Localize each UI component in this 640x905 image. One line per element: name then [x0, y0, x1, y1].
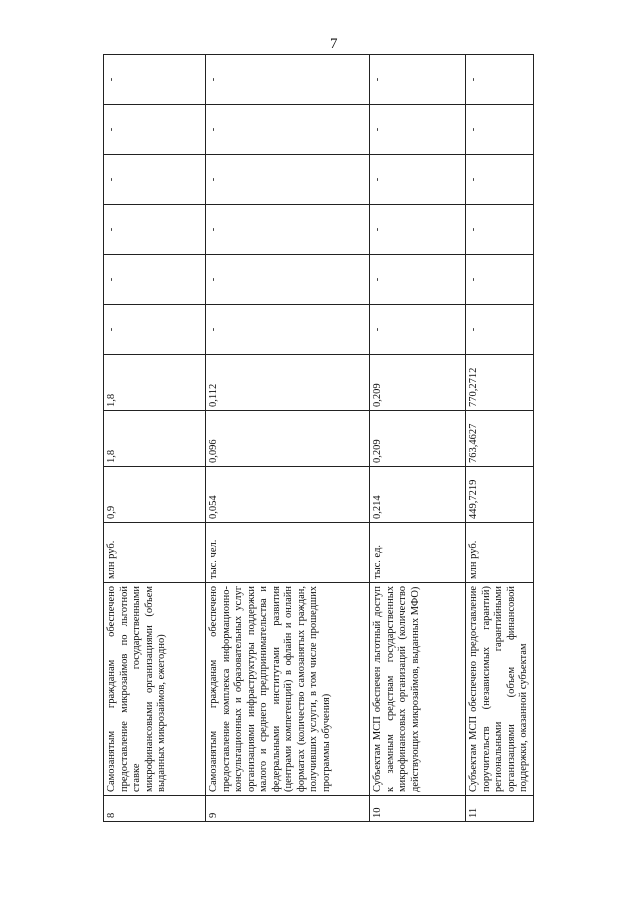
- value-cell: -: [466, 55, 534, 105]
- value-cell: -: [466, 105, 534, 155]
- rotated-table-container: [103, 55, 527, 822]
- value-cell: 763,4627: [466, 411, 534, 467]
- value-cell: -: [466, 205, 534, 255]
- value-cell: -: [206, 205, 370, 255]
- value-cell: -: [370, 305, 466, 355]
- value-cell: 0,054: [206, 467, 370, 523]
- value-cell: -: [370, 105, 466, 155]
- table-row: [466, 55, 534, 822]
- description-cell: Субъектам МСП обеспечен льготный доступ к заемным средствам государственных микрофинансовых организаций (количество действующих микрозаймов, выданных МФО): [370, 583, 466, 796]
- indicators-table: [103, 54, 534, 822]
- unit-cell: тыс. ед.: [370, 523, 466, 583]
- value-cell: 0,9: [104, 467, 206, 523]
- value-cell: -: [206, 305, 370, 355]
- value-cell: -: [104, 205, 206, 255]
- value-cell: -: [104, 155, 206, 205]
- value-cell: 0,112: [206, 355, 370, 411]
- value-cell: 0,214: [370, 467, 466, 523]
- value-cell: -: [104, 105, 206, 155]
- value-cell: -: [466, 305, 534, 355]
- description-cell: Субъектам МСП обеспечено предоставление поручительств (независимых гарантий) региональными гарантийными организациями (объем финансовой поддержки, оказанной субъектам: [466, 583, 534, 796]
- value-cell: 0,096: [206, 411, 370, 467]
- value-cell: -: [206, 105, 370, 155]
- value-cell: -: [104, 305, 206, 355]
- value-cell: -: [104, 255, 206, 305]
- value-cell: 449,7219: [466, 467, 534, 523]
- table-body: [104, 55, 534, 822]
- value-cell: -: [370, 255, 466, 305]
- value-cell: -: [370, 205, 466, 255]
- unit-cell: млн руб.: [466, 523, 534, 583]
- value-cell: 1,8: [104, 411, 206, 467]
- value-cell: -: [206, 155, 370, 205]
- description-cell: Самозанятым гражданам обеспечено предоставление микрозаймов по льготной ставке государственными микрофинансовыми организациями (объем выданных микрозаймов, ежегодно): [104, 583, 206, 796]
- value-cell: -: [206, 255, 370, 305]
- page-number: 7: [330, 36, 338, 52]
- row-number-cell: 9: [206, 796, 370, 822]
- table-row: [370, 55, 466, 822]
- row-number-cell: 8: [104, 796, 206, 822]
- table-row: [206, 55, 370, 822]
- description-cell: Самозанятым гражданам обеспечено предоставление комплекса информационно-консультационных и образовательных услуг организациями инфраструктуры поддержки малого и среднего предпринимательства и федеральными институтами развития (центрами компетенций) в офлайн и онлайн форматах (количество самозанятых граждан, получивших услуги, в том числе прошедших программы обучения): [206, 583, 370, 796]
- value-cell: -: [370, 155, 466, 205]
- row-number-cell: 10: [370, 796, 466, 822]
- value-cell: -: [370, 55, 466, 105]
- value-cell: -: [104, 55, 206, 105]
- unit-cell: млн руб.: [104, 523, 206, 583]
- value-cell: 0,209: [370, 411, 466, 467]
- table-row: [104, 55, 206, 822]
- value-cell: -: [466, 255, 534, 305]
- unit-cell: тыс. чел.: [206, 523, 370, 583]
- value-cell: 770,2712: [466, 355, 534, 411]
- value-cell: 1,8: [104, 355, 206, 411]
- row-number-cell: 11: [466, 796, 534, 822]
- value-cell: -: [206, 55, 370, 105]
- value-cell: -: [466, 155, 534, 205]
- value-cell: 0,209: [370, 355, 466, 411]
